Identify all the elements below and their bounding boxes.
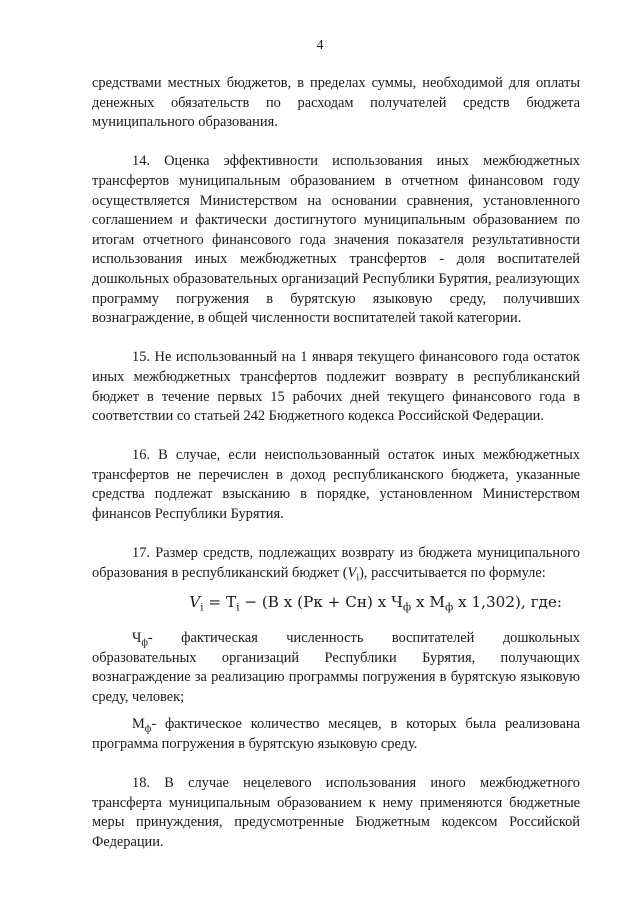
definition-m-subscript: ф	[144, 723, 152, 735]
page-number: 4	[316, 38, 324, 53]
formula	[92, 593, 580, 613]
paragraph-continuation: средствами местных бюджетов, в пределах суммы, необходимой для оплаты денежных обязательств по расходам получателей средств бюджета муниципального образования.	[92, 75, 580, 131]
paragraph-17-text-after: ), рассчитывается по формуле:	[359, 564, 546, 581]
definition-m-symbol: М	[132, 716, 145, 733]
formula-tail: х 1,302), где:	[453, 593, 562, 612]
paragraph-14: 14. Оценка эффективности использования иных межбюджетных трансфертов муниципальным образованием в отчетном финансовом году осуществляется Министерством на основании сравнения, установленного соглашением и фактически достигнутого муниципальным образованием по итогам отчетного финансового года значения показателя результативности использования иных межбюджетных трансфертов - доля воспитателей дошкольных образовательных организаций Республики Бурятия, реализующих программу погружения в бурятскую языковую среду, получивших вознаграждение, в общей численности воспитателей такой категории.	[92, 153, 580, 327]
definition-ch-symbol: Ч	[132, 630, 142, 647]
definition-ch-text: - фактическая численность воспитателей дошкольных образовательных организаций Республики Бурятия, получающих вознаграждение за реализацию программы погружения в бурятскую языковую среду, человек;	[92, 630, 580, 705]
formula-m-subscript: ф	[444, 601, 454, 615]
document-body	[92, 74, 580, 872]
definition-ch-subscript: ф	[141, 637, 148, 649]
formula-t-subscript: i	[236, 601, 240, 615]
formula-ch-subscript: ф	[402, 601, 412, 615]
paragraph-17	[92, 544, 580, 583]
formula-m: М	[429, 593, 445, 612]
formula-equals: =	[203, 593, 226, 612]
definition-ch	[92, 629, 580, 707]
formula-times: х	[411, 593, 430, 612]
paragraph-15: 15. Не использованный на 1 января текущего финансового года остаток иных межбюджетных трансфертов подлежит возврату в республиканский бюджет в течение первых 15 рабочих дней текущего финансового года в соответствии со статьей 242 Бюджетного кодекса Российской Федерации.	[92, 349, 580, 425]
definition-m-text: - фактическое количество месяцев, в которых была реализована программа погружения в бурятскую языковую среду.	[92, 716, 580, 752]
variable-v-subscript: i	[356, 572, 360, 584]
formula-middle: − (В х (Рк + Сн) х	[239, 593, 392, 612]
paragraph-18: 18. В случае нецелевого использования иного межбюджетного трансферта муниципальным образованием к нему применяются бюджетные меры принуждения, предусмотренные Бюджетным кодексом Российской Федерации.	[92, 775, 580, 850]
formula-lhs: V	[189, 593, 201, 612]
variable-v: V	[347, 564, 357, 581]
formula-lhs-subscript: i	[200, 601, 204, 615]
definition-m	[92, 715, 580, 754]
formula-t: T	[225, 593, 237, 612]
paragraph-17-text-before: 17. Размер средств, подлежащих возврату из бюджета муниципального образования в республиканский бюджет (	[92, 545, 580, 581]
formula-ch: Ч	[391, 593, 403, 612]
paragraph-16: 16. В случае, если неиспользованный остаток иных межбюджетных трансфертов не перечислен в доход республиканского бюджета, указанные средства подлежат взысканию в порядке, установленном Министерством финансов Республики Бурятия.	[92, 447, 580, 523]
